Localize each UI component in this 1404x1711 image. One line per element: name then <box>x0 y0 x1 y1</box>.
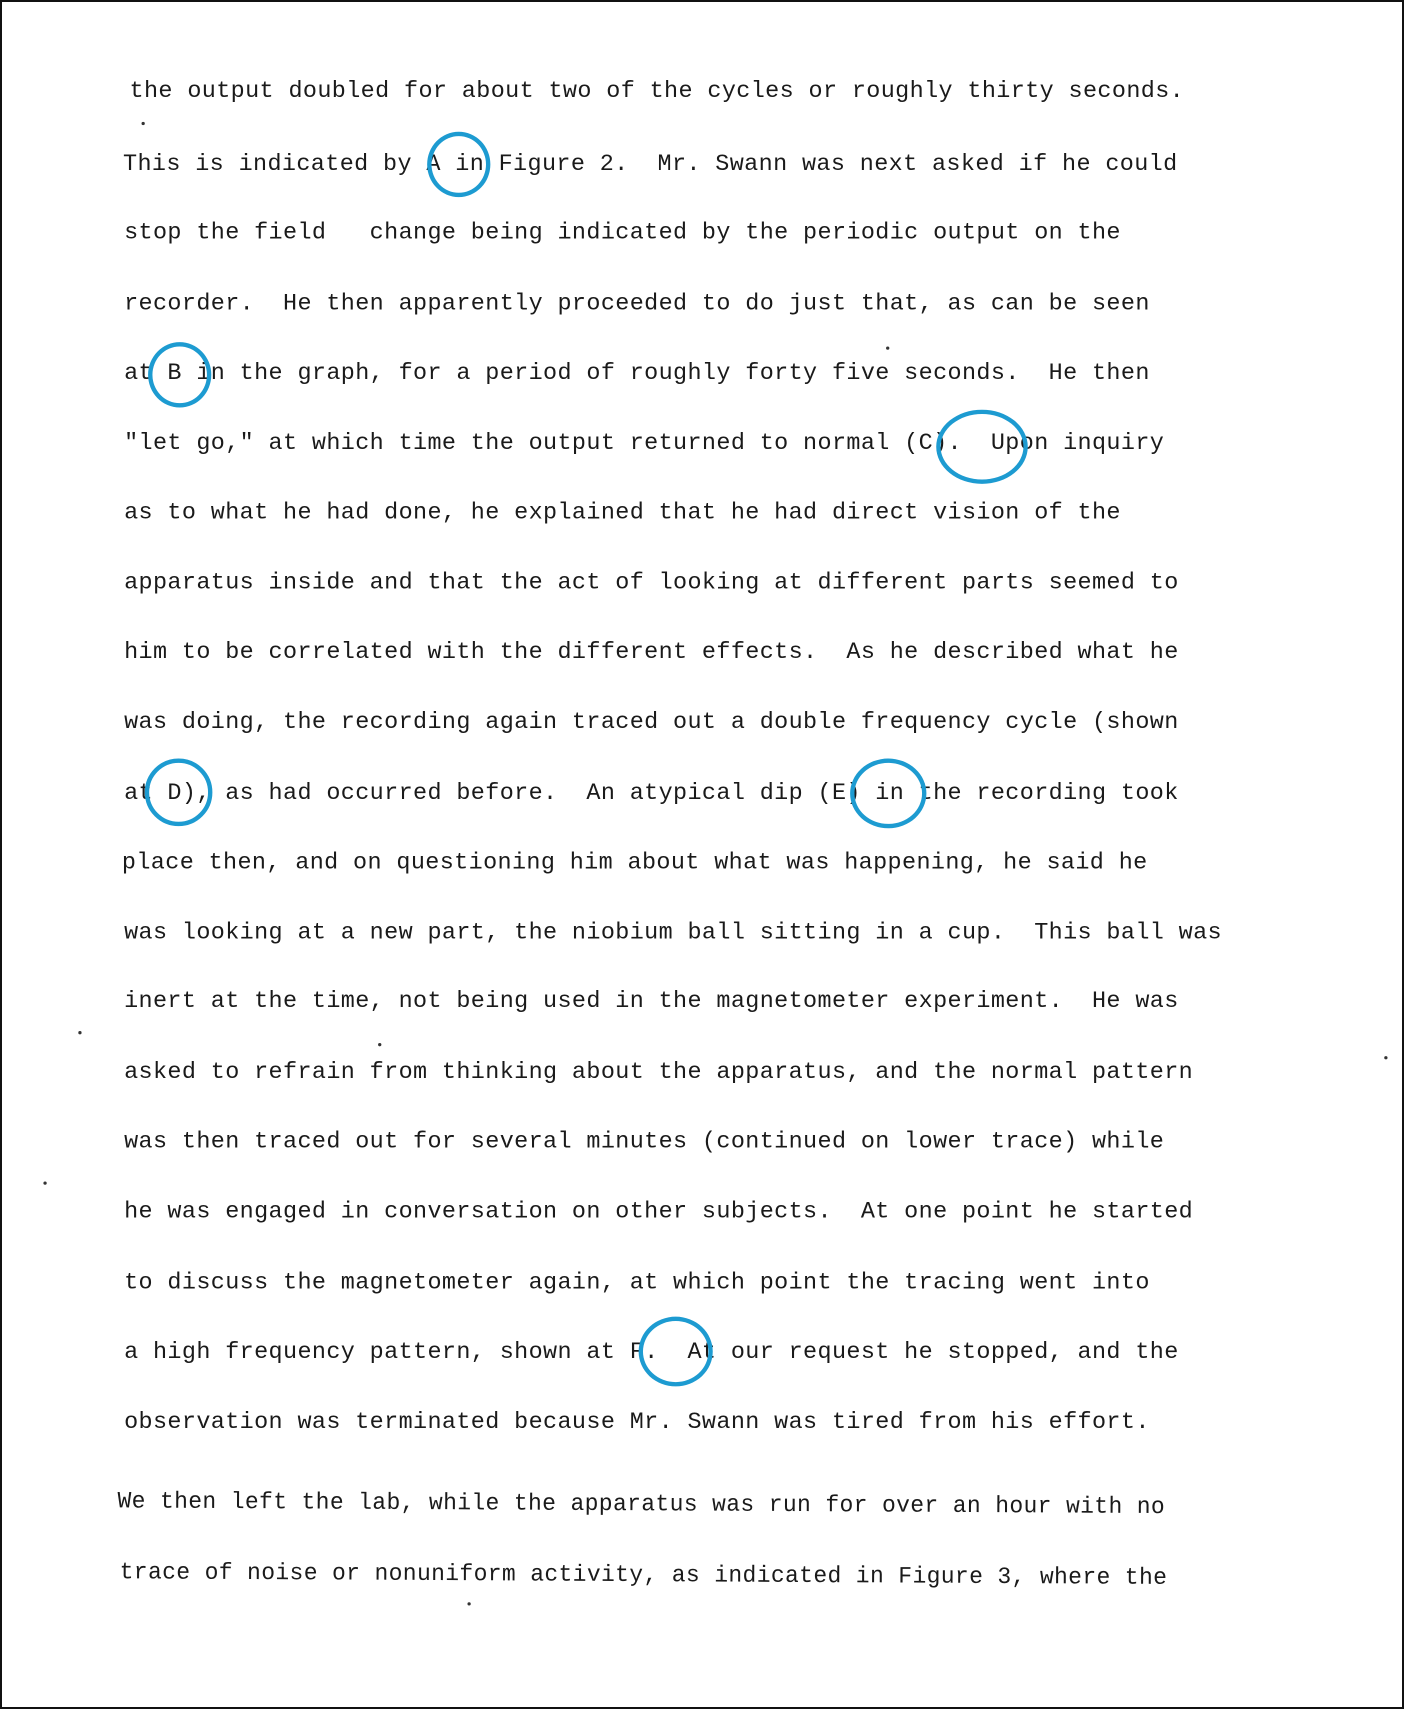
text-line: inert at the time, not being used in the magnetometer experiment. He was <box>124 988 1179 1015</box>
text-line: at B in the graph, for a period of roughly forty five seconds. He then <box>124 360 1150 387</box>
annotation-circle-c <box>936 410 1028 484</box>
text-line: at D), as had occurred before. An atypical dip (E) in the recording took <box>124 780 1179 807</box>
text-line: apparatus inside and that the act of looking at different parts seemed to <box>124 569 1179 597</box>
annotation-circle-a <box>427 132 490 197</box>
text-line: asked to refrain from thinking about the apparatus, and the normal pattern <box>124 1059 1194 1086</box>
annotation-circle-e <box>850 759 926 829</box>
scan-speck <box>886 346 889 349</box>
annotation-circle-f <box>639 1317 713 1387</box>
text-line: a high frequency pattern, shown at F. At our request he stopped, and the <box>124 1339 1179 1366</box>
text-line: as to what he had done, he explained that he had direct vision of the <box>124 500 1121 527</box>
text-line: trace of noise or nonuniform activity, as indicated in Figure 3, where the <box>119 1559 1168 1592</box>
text-line: This is indicated by A in Figure 2. Mr. Swann was next asked if he could <box>123 151 1178 178</box>
text-line: observation was terminated because Mr. Swann was tired from his effort. <box>124 1409 1150 1436</box>
scan-speck <box>378 1043 381 1046</box>
text-line: to discuss the magnetometer again, at which point the tracing went into <box>124 1269 1150 1296</box>
annotation-circle-b <box>148 342 211 407</box>
text-line: was then traced out for several minutes (continued on lower trace) while <box>124 1129 1165 1156</box>
scan-speck <box>142 122 145 125</box>
text-line: place then, and on questioning him about what was happening, he said he <box>121 850 1148 877</box>
text-line: We then left the lab, while the apparatus was run for over an hour with no <box>117 1488 1166 1521</box>
page-content <box>2 2 1404 1711</box>
scan-speck <box>43 1181 46 1184</box>
text-line: him to be correlated with the different effects. As he described what he <box>124 639 1179 666</box>
scan-speck <box>467 1602 470 1605</box>
scan-speck <box>1384 1056 1387 1059</box>
annotation-circle-d <box>145 759 213 827</box>
text-line: was looking at a new part, the niobium ball sitting in a cup. This ball was <box>124 919 1223 947</box>
text-line: recorder. He then apparently proceeded to do just that, as can be seen <box>124 290 1150 318</box>
text-line: was doing, the recording again traced out a double frequency cycle (shown <box>124 709 1179 736</box>
text-line: the output doubled for about two of the cycles or roughly thirty seconds. <box>129 78 1185 105</box>
text-line: "let go," at which time the output returned to normal (C). Upon inquiry <box>124 430 1165 457</box>
text-line: stop the field change being indicated by the periodic output on the <box>124 220 1121 247</box>
text-line: he was engaged in conversation on other subjects. At one point he started <box>124 1198 1194 1226</box>
scan-speck <box>78 1031 81 1034</box>
